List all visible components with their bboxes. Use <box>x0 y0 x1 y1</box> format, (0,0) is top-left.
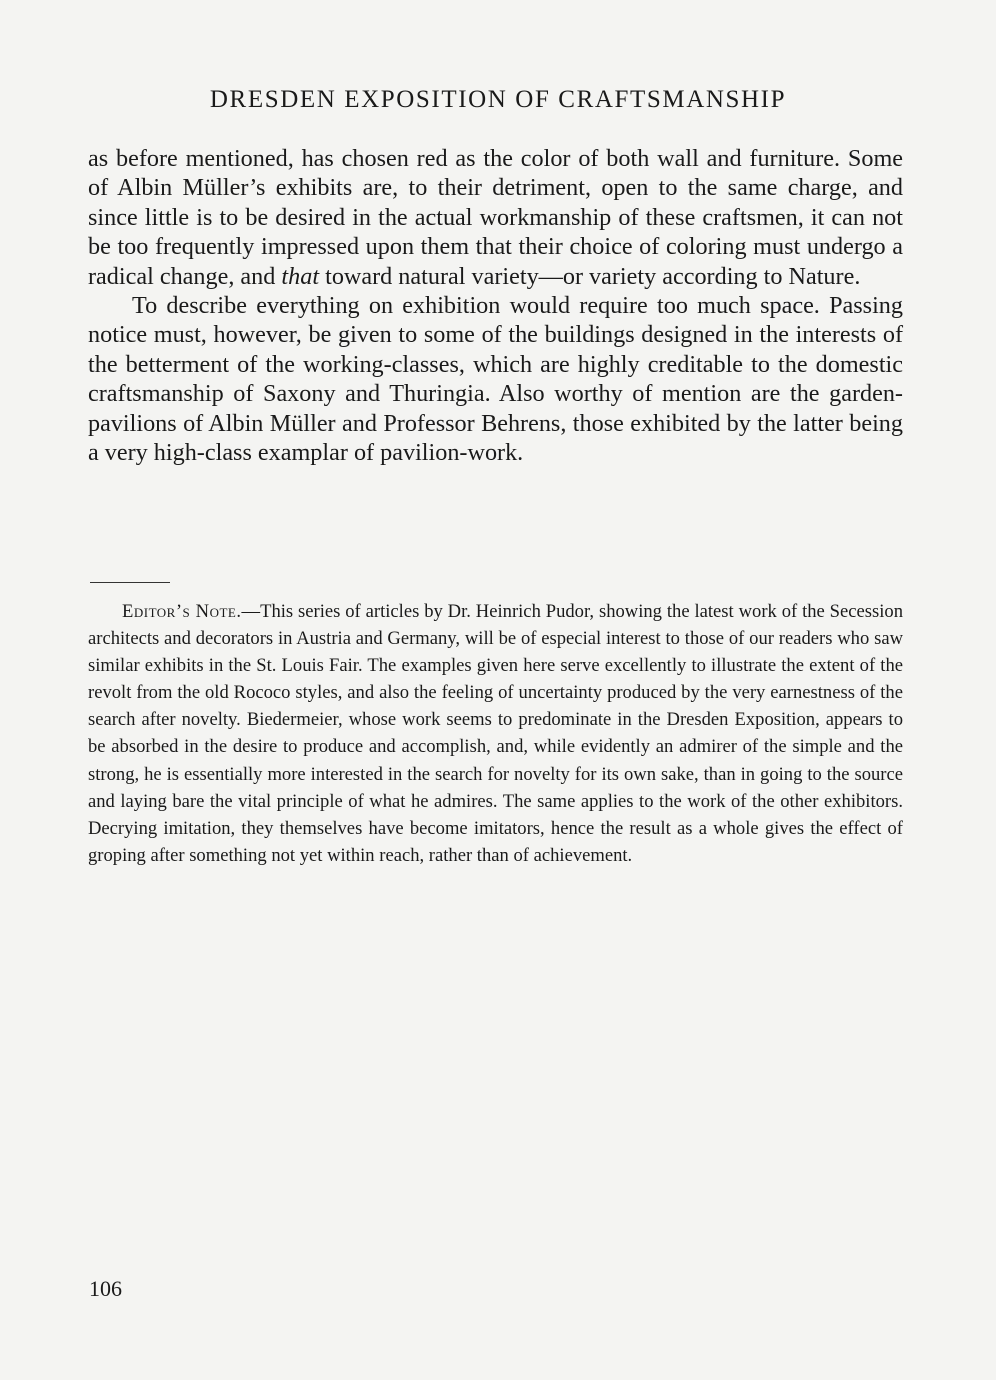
running-title: DRESDEN EXPOSITION OF CRAFTSMANSHIP <box>209 86 787 113</box>
body-paragraph-1 <box>88 144 903 291</box>
footnote-divider <box>90 582 170 583</box>
paragraph-1-text-start: as before mentioned, has chosen red as the color of both wall and furniture. Some of Albin Müller’s exhibits are, to their detriment, open to the same charge, and since little is to be desired in the actual workmanship of these craftsmen, it can not be too frequently impressed upon them that their choice of coloring must undergo a radical change, and <box>88 145 903 290</box>
body-paragraph-2: To describe everything on exhibition would require too much space. Passing notice must, however, be given to some of the buildings designed in the interests of the betterment of the working-classes, which are highly creditable to the domestic craftsmanship of Saxony and Thuringia. Also worthy of mention are the garden-pavilions of Albin Müller and Professor Behrens, those exhibited by the latter being a very high-class examplar of pavilion-work. <box>88 292 903 467</box>
page-number: 106 <box>89 1276 122 1301</box>
editors-note-text: —This series of articles by Dr. Heinrich Pudor, showing the latest work of the Secession architects and decorators in Austria and Germany, will be of especial interest to those of our readers who saw similar exhibits in the St. Louis Fair. The examples given here serve excellently to illustrate the extent of the revolt from the old Rococo styles, and also the feeling of uncertainty produced by the very earnestness of the search after novelty. Biedermeier, whose work seems to predominate in the Dresden Exposition, appears to be absorbed in the desire to produce and accomplish, and, while evidently an admirer of the simple and the strong, he is essentially more interested in the search for novelty for its own sake, than in going to the source and laying bare the vital principle of what he admires. The same applies to the work of the other exhibitors. Decrying imitation, they themselves have become imitators, hence the result as a whole gives the effect of groping after something not yet within reach, rather than of achievement. <box>88 601 903 866</box>
paragraph-1-text-end: toward natural variety—or variety according to Nature. <box>319 262 861 290</box>
editors-note <box>88 598 903 869</box>
emphasis-that: that <box>281 262 320 290</box>
body-text <box>88 144 903 467</box>
editors-note-label: Editor’s Note. <box>122 601 242 622</box>
